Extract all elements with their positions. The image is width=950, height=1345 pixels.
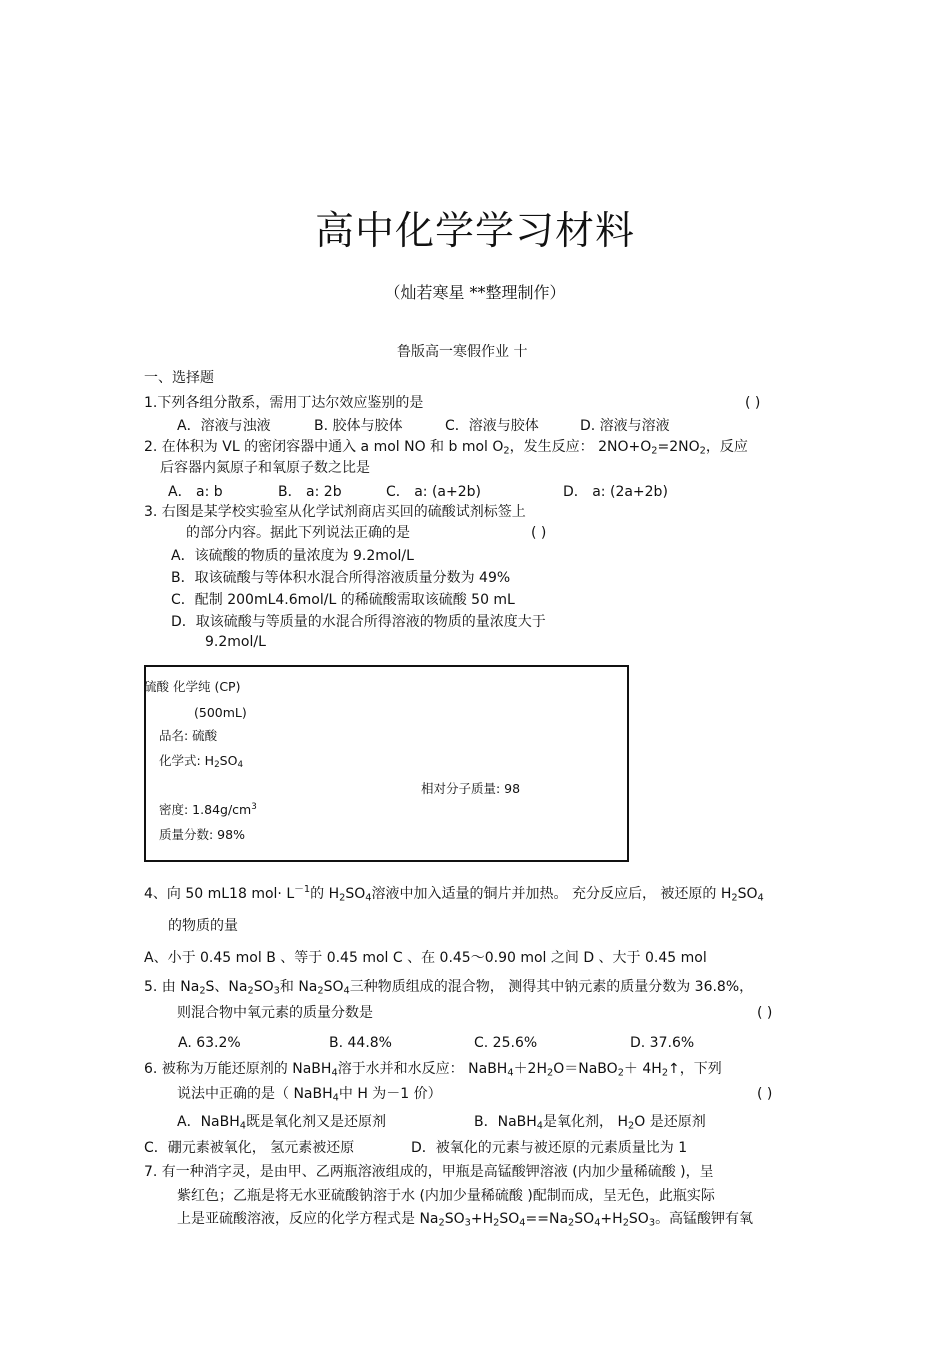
part-heading: 一、选择题 bbox=[144, 370, 214, 386]
q2-option-c: C． a: (a+2b) bbox=[386, 484, 481, 500]
label-line-name: 硫酸 化学纯 (CP) bbox=[144, 679, 241, 694]
q5-stem: 5. 由 $Na_2S$、$Na_2SO_3$和 $Na_2SO_4$三种物质组成的混合物， 测得其中钠元素的质量分数为 36.8%， bbox=[144, 979, 754, 997]
q5-option-b: B. 44.8% bbox=[329, 1035, 392, 1051]
q2-stem: 2. 在体积为 VL 的密闭容器中通入 a mol NO 和 b mol $O_2$，发生反应： $2NO+O_2=2NO_2$，反应 bbox=[144, 439, 748, 457]
q7-line-1: 7. 有一种消字灵，是由甲、乙两瓶溶液组成的，甲瓶是高锰酸钾溶液 (内加少量稀硫酸 )，呈 bbox=[144, 1164, 714, 1180]
q1-bracket: ( ) bbox=[745, 395, 761, 411]
q1-option-b: B. 胶体与胶体 bbox=[314, 418, 403, 434]
q6-bracket: ( ) bbox=[757, 1086, 773, 1102]
q3-option-b: B．取该硫酸与等体积水混合所得溶液质量分数为 49% bbox=[171, 570, 511, 586]
q3-bracket: ( ) bbox=[531, 525, 547, 541]
q5-stem-cont: 则混合物中氧元素的质量分数是 bbox=[177, 1005, 373, 1021]
q3-stem: 3. 右图是某学校实验室从化学试剂商店买回的硫酸试剂标签上 bbox=[144, 504, 526, 520]
q5-option-d: D. 37.6% bbox=[630, 1035, 695, 1051]
q2-stem-cont: 后容器内氮原子和氧原子数之比是 bbox=[160, 460, 370, 476]
label-line-product: 品名: 硫酸 bbox=[159, 728, 218, 743]
q3-option-d-cont: 9.2mol/L bbox=[205, 634, 266, 650]
page-subtitle: （灿若寒星 **整理制作） bbox=[384, 283, 566, 302]
label-line-molar-mass: 相对分子质量: 98 bbox=[421, 781, 521, 796]
q6-stem-cont: 说法中正确的是（ NaBH$_4$中 H 为－1 价） bbox=[177, 1086, 442, 1104]
q6-option-a: A．NaBH$_4$既是氧化剂又是还原剂 bbox=[177, 1114, 386, 1132]
q3-option-d: D．取该硫酸与等质量的水混合所得溶液的物质的量浓度大于 bbox=[171, 614, 546, 630]
q5-option-c: C. 25.6% bbox=[474, 1035, 538, 1051]
q1-option-a: A．溶液与浊液 bbox=[177, 418, 271, 434]
q6-option-b: B．NaBH$_4$是氧化剂， $H_2O$ 是还原剂 bbox=[474, 1114, 706, 1132]
q2-option-a: A． a: b bbox=[168, 484, 223, 500]
label-line-formula: 化学式: $H_2SO_4$ bbox=[159, 753, 244, 771]
section-name: 鲁版高一寒假作业 十 bbox=[397, 344, 528, 360]
label-line-mass-fraction: 质量分数: 98% bbox=[159, 827, 245, 842]
q3-option-c: C．配制 200mL4.6mol/L 的稀硫酸需取该硫酸 50 mL bbox=[171, 592, 515, 608]
q2-option-d: D． a: (2a+2b) bbox=[563, 484, 668, 500]
q2-option-b: B． a: 2b bbox=[278, 484, 342, 500]
q6-option-c: C．硼元素被氧化， 氢元素被还原 bbox=[144, 1140, 355, 1156]
q1-stem: 1.下列各组分散系，需用丁达尔效应鉴别的是 bbox=[144, 395, 424, 411]
q5-bracket: ( ) bbox=[757, 1005, 773, 1021]
label-line-density: 密度: $1.84g/cm^3$ bbox=[159, 801, 257, 817]
q7-line-3: 上是亚硫酸溶液，反应的化学方程式是 $Na_2SO_3+H_2SO_4==Na_2SO_4+H_2SO_3$。高锰酸钾有氧 bbox=[177, 1211, 754, 1229]
q5-option-a: A. 63.2% bbox=[178, 1035, 241, 1051]
label-line-volume: (500mL) bbox=[194, 705, 247, 720]
q6-stem: 6. 被称为万能还原剂的 NaBH$_4$溶于水并和水反应： $NaBH_4+2H_2O=NaBO_2+$ $4H_2↑$，下列 bbox=[144, 1061, 722, 1079]
page-title: 高中化学学习材料 bbox=[314, 209, 635, 254]
q7-line-2: 紫红色；乙瓶是将无水亚硫酸钠溶于水 (内加少量稀硫酸 )配制而成，呈无色，此瓶实际 bbox=[177, 1188, 715, 1204]
q4-stem: 4、向 50 mL18 $mol\cdot L^{-1}$的 $H_2SO_4$溶液中加入适量的铜片并加热。 充分反应后， 被还原的 $H_2SO_4$ bbox=[144, 884, 764, 904]
q6-option-d: D．被氧化的元素与被还原的元素质量比为 1 bbox=[411, 1140, 688, 1156]
q4-options: A、小于 0.45 mol B 、等于 0.45 mol C 、在 0.45～0.90 mol 之间 D 、大于 0.45 mol bbox=[144, 950, 707, 966]
q1-option-c: C．溶液与胶体 bbox=[445, 418, 539, 434]
q3-stem-cont: 的部分内容。据此下列说法正确的是 bbox=[186, 525, 410, 541]
q4-stem-cont: 的物质的量 bbox=[168, 918, 238, 934]
q3-option-a: A．该硫酸的物质的量浓度为 9.2mol/L bbox=[171, 548, 414, 564]
q1-option-d: D. 溶液与溶液 bbox=[580, 418, 670, 434]
